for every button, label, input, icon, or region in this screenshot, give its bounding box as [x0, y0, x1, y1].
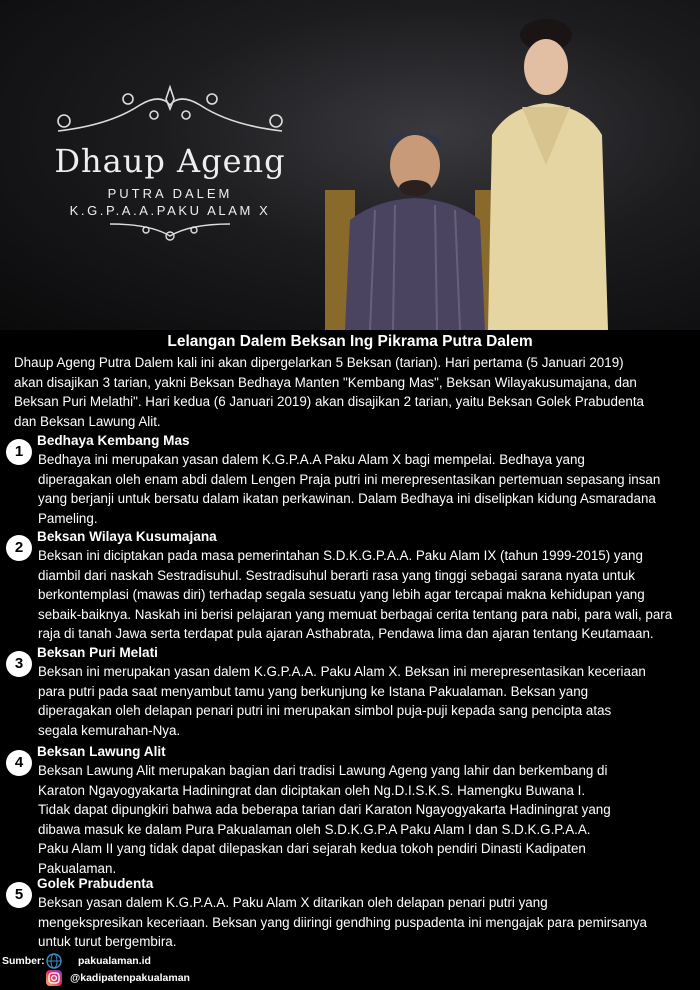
- section-line: berkontemplasi (mawas diri) terhadap segala sesuatu yang lebih agar tercapai makna kehidupan yang: [38, 587, 645, 602]
- ornament-bottom-icon: [50, 218, 290, 244]
- header-photo: [0, 0, 700, 330]
- section-body: [38, 546, 672, 644]
- section-number-badge: 3: [6, 651, 32, 677]
- logo-subtitle-2: K.G.P.A.A.PAKU ALAM X: [69, 203, 271, 218]
- intro-line: dan Beksan Lawung Alit.: [14, 413, 161, 429]
- section-line: Beksan ini merupakan yasan dalem K.G.P.A.A. Paku Alam X. Beksan ini merepresentasikan keceriaan: [38, 664, 646, 679]
- section-title: Beksan Puri Melati: [37, 645, 158, 660]
- section-line: diperagakan oleh delapan penari putri ini merupakan simbol puja-puji kepada sang pencipta atas: [38, 703, 612, 718]
- instagram-link[interactable]: @kadipatenpakualaman: [70, 972, 190, 984]
- section-line: Pameling.: [38, 510, 98, 526]
- event-logo: [50, 85, 290, 249]
- section-line: Beksan Lawung Alit merupakan bagian dari tradisi Lawung Ageng yang lahir dan berkembang di: [38, 763, 608, 778]
- intro-line: akan disajikan 3 tarian, yakni Beksan Bedhaya Manten "Kembang Mas", Beksan Wilayakusumajana, dan: [14, 374, 637, 390]
- globe-icon: [46, 953, 62, 969]
- source-instagram[interactable]: [46, 970, 190, 986]
- section-title: Bedhaya Kembang Mas: [37, 433, 190, 448]
- logo-subtitle: PUTRA DALEM: [107, 186, 233, 201]
- section-line: segala kemurahan-Nya.: [38, 722, 181, 738]
- section-line: Bedhaya ini merupakan yasan dalem K.G.P.A.A Paku Alam X bagi mempelai. Bedhaya yang: [38, 452, 585, 467]
- ornament-icon: [50, 85, 290, 133]
- section-line: sebaik-baiknya. Naskah ini berisi pelajaran yang memuat berbagai cerita tentang para nabi, para wali, para: [38, 606, 673, 622]
- section-line: Beksan yasan dalem K.G.P.A.A. Paku Alam X ditarikan oleh delapan penari putri yang: [38, 895, 548, 910]
- section-line: mengekspresikan keceriaan. Beksan yang diiringi gendhing puspadenta ini mengajak para pemirsanya: [38, 914, 647, 930]
- section-title: Beksan Lawung Alit: [37, 744, 166, 759]
- section-line: diperagakan oleh enam abdi dalem Lengen Praja putri ini merepresentasikan pertemuan sepasang insan: [38, 471, 661, 487]
- section-body: [38, 893, 647, 952]
- section-number-badge: 4: [6, 750, 32, 776]
- section-line: para putri pada saat menyambut tamu yang berkunjung ke Istana Pakualaman. Beksan yang: [38, 683, 589, 699]
- section-body: [38, 761, 611, 878]
- section-body: [38, 450, 660, 528]
- section-line: raja di tanah Jawa serta terdapat pula ajaran Asthabrata, Pendawa lima dan ajaran tentang Keutamaan.: [38, 626, 654, 641]
- section-line: yang berjanji untuk bersatu dalam ikatan perkawinan. Dalam Bedhaya ini diselipkan kidung Asmaradana: [38, 491, 656, 506]
- section-line: Tidak dapat dipungkiri bahwa ada beberapa tarian dari Karaton Ngayogyakarta Hadiningrat yang: [38, 802, 611, 817]
- instagram-icon: [46, 970, 62, 986]
- section-title: Golek Prabudenta: [37, 876, 154, 891]
- source-label: Sumber:: [2, 955, 45, 967]
- section-number-badge: 5: [6, 882, 32, 908]
- section-title: Beksan Wilaya Kusumajana: [37, 529, 217, 544]
- page-title: Lelangan Dalem Beksan Ing Pikrama Putra Dalem: [167, 333, 533, 350]
- section-number-badge: 1: [6, 439, 32, 465]
- section-line: untuk turut bergembira.: [38, 934, 177, 949]
- logo-title: Dhaup Ageng: [54, 142, 286, 180]
- section-line: Beksan ini diciptakan pada masa pemerintahan S.D.K.G.P.A.A. Paku Alam IX (tahun 1999-2015) yang: [38, 548, 643, 563]
- section-number-badge: 2: [6, 535, 32, 561]
- website-link[interactable]: pakualaman.id: [78, 955, 151, 967]
- section-line: Pakualaman.: [38, 860, 117, 876]
- intro-line: Dhaup Ageng Putra Dalem kali ini akan dipergelarkan 5 Beksan (tarian). Hari pertama (5 Januari 2019): [14, 355, 624, 370]
- intro-paragraph: [14, 353, 644, 431]
- source-website[interactable]: [46, 953, 151, 969]
- section-line: dibawa masuk ke dalam Pura Pakualaman oleh S.D.K.G.P.A Paku Alam I dan S.D.K.G.P.A.A.: [38, 821, 591, 837]
- section-line: Karaton Ngayogyakarta Hadiningrat dan diciptakan oleh Ng.D.I.S.K.S. Hamengku Buwana I.: [38, 782, 586, 798]
- section-line: diambil dari naskah Sestradisuhul. Sestradisuhul berarti rasa yang tinggi sebagai sarana nyata untuk: [38, 567, 635, 583]
- section-body: [38, 662, 646, 740]
- section-line: Paku Alam II yang tidak dapat dilepaskan dari sejarah kedua tokoh pendiri Dinasti Kadipaten: [38, 841, 586, 856]
- bride-photo: [478, 15, 618, 330]
- intro-line: Beksan Puri Melathi". Hari kedua (6 Januari 2019) akan disajikan 2 tarian, yaitu Beksan Golek Prabudenta: [14, 394, 645, 409]
